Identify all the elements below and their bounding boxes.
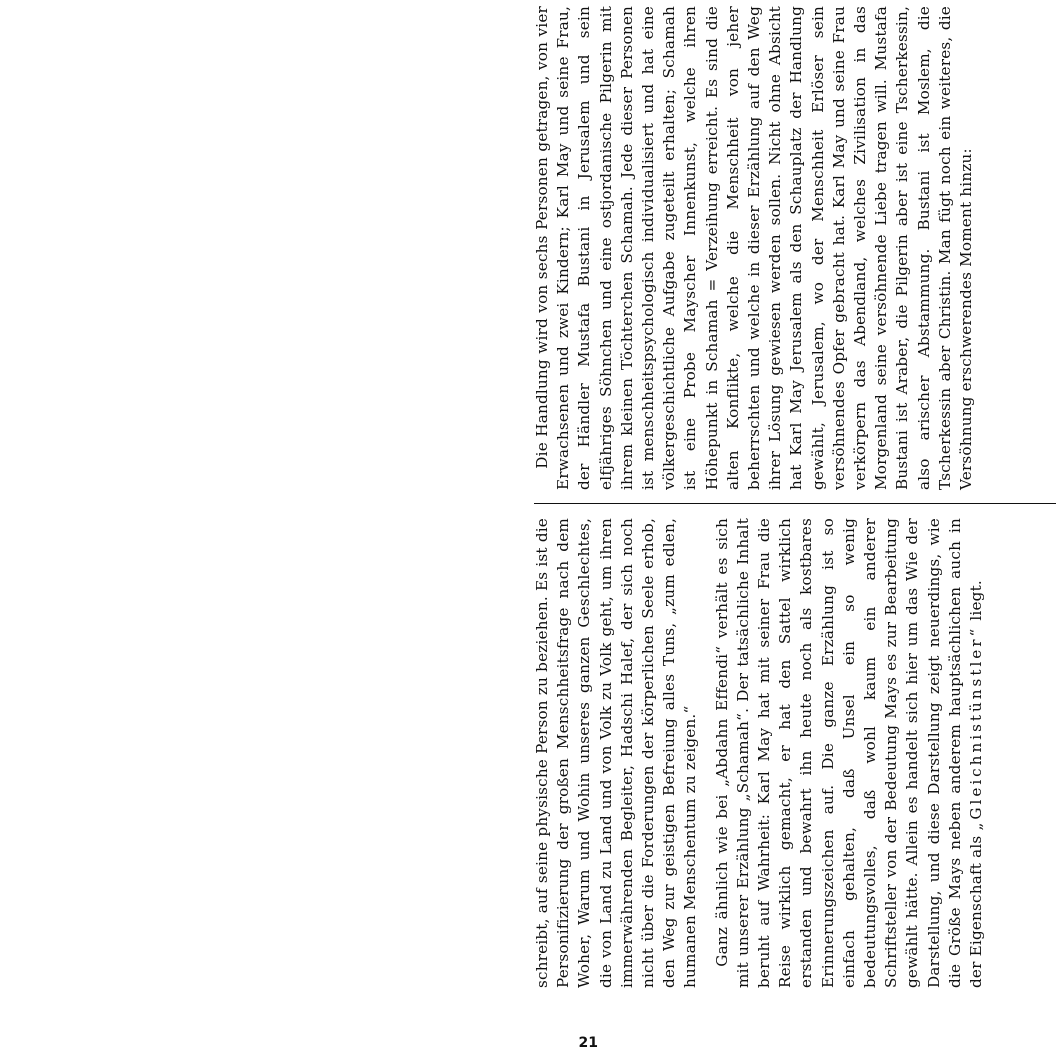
paragraph-body: Ganz ähnlich wie bei „Abdahn Effendi“ verhält es sich mit unserer Erzählung „Schamah“. Der tatsächliche Inhalt beruht auf Wahrheit: Karl May hat mit seiner Frau die Reise wirklich gemacht, er hat den Sattel wirklich erstanden und bewahrt ihn heute noch als kostbares Erinnerungszeichen auf. Die ganze Erzählung ist so einfach gehalten, daß Unsel ein so wenig bedeutungsvolles, daß wohl kaum ein anderer Schriftsteller von der Bedeutung Mays es zur Bearbeitung gewählt hätte. Allein es handelt sich hier um das Wie der Darstellung, und diese Darstellung zeigt neuerdings, wie die Größe Mays neben anderem hauptsächlichen auch in der Eigenschaft als: [712, 518, 986, 988]
left-text-column: [530, 512, 1060, 994]
paragraph-ending: liegt.: [967, 580, 986, 621]
paragraph-story-characters: Die Handlung wird von sechs Personen getragen, von vier Erwachsenen und zwei Kindern; Karl May und seine Frau, der Händler Mustafa Bustani in Jerusalem und sein elfjähriges Söhnchen und eine ostjordanische Pilgerin mit ihrem kleinen Töchterchen Schamah. Jede dieser Personen ist menschheitspsychologisch individualisiert und hat eine völkergeschichtliche Aufgabe zugeteilt erhalten; Schamah ist eine Probe Mayscher Innenkunst, welche ihren Höhepunkt in Schamah = Verzeihung erreicht. Es sind die alten Konflikte, welche die Menschheit von jeher beherrschten und welche in dieser Erzählung auf den Weg ihrer Lösung gewiesen werden sollen. Nicht ohne Absicht hat Karl May Jerusalem als den Schauplatz der Handlung gewählt, Jerusalem, wo der Menschheit Erlöser sein versöhnendes Opfer gebracht hat. Karl May und seine Frau verkörpern das Abendland, welches Zivilisation in das Morgenland seine versöhnende Liebe tragen will. Mustafa Bustani ist Araber, die Pilgerin aber ist eine Tscherkessin, also arischer Abstammung. Bustani ist Moslem, die Tscherkessin aber Christin. Man fügt noch ein weiteres, die Versöhnung erschwerendes Moment hinzu:: [533, 6, 976, 490]
paragraph-continuation: schreibt, auf seine physische Person zu beziehen. Es ist die Personifizierung der großen Menschheitsfrage nach dem Woher, Warum und Wohin unseres ganzen Geschlechtes, die von Land zu Land und von Volk zu Volk geht, um ihren immerwährenden Begleiter, Hadschi Halef, der sich noch nicht über die Forderungen der körperlichen Seele erhob, den Weg zur geistigen Befreiung alles Tuns, „zum edlen, humanen Menschentum zu zeigen.“: [533, 518, 700, 988]
emphasized-term: „Gleichnistünstler“: [967, 625, 986, 831]
column-divider: [534, 503, 1056, 504]
page-number: 21: [578, 1035, 598, 1051]
rotated-page-content: [530, 0, 1060, 994]
right-text-column: [530, 0, 1060, 496]
paragraph-schamah-intro: [712, 518, 988, 988]
